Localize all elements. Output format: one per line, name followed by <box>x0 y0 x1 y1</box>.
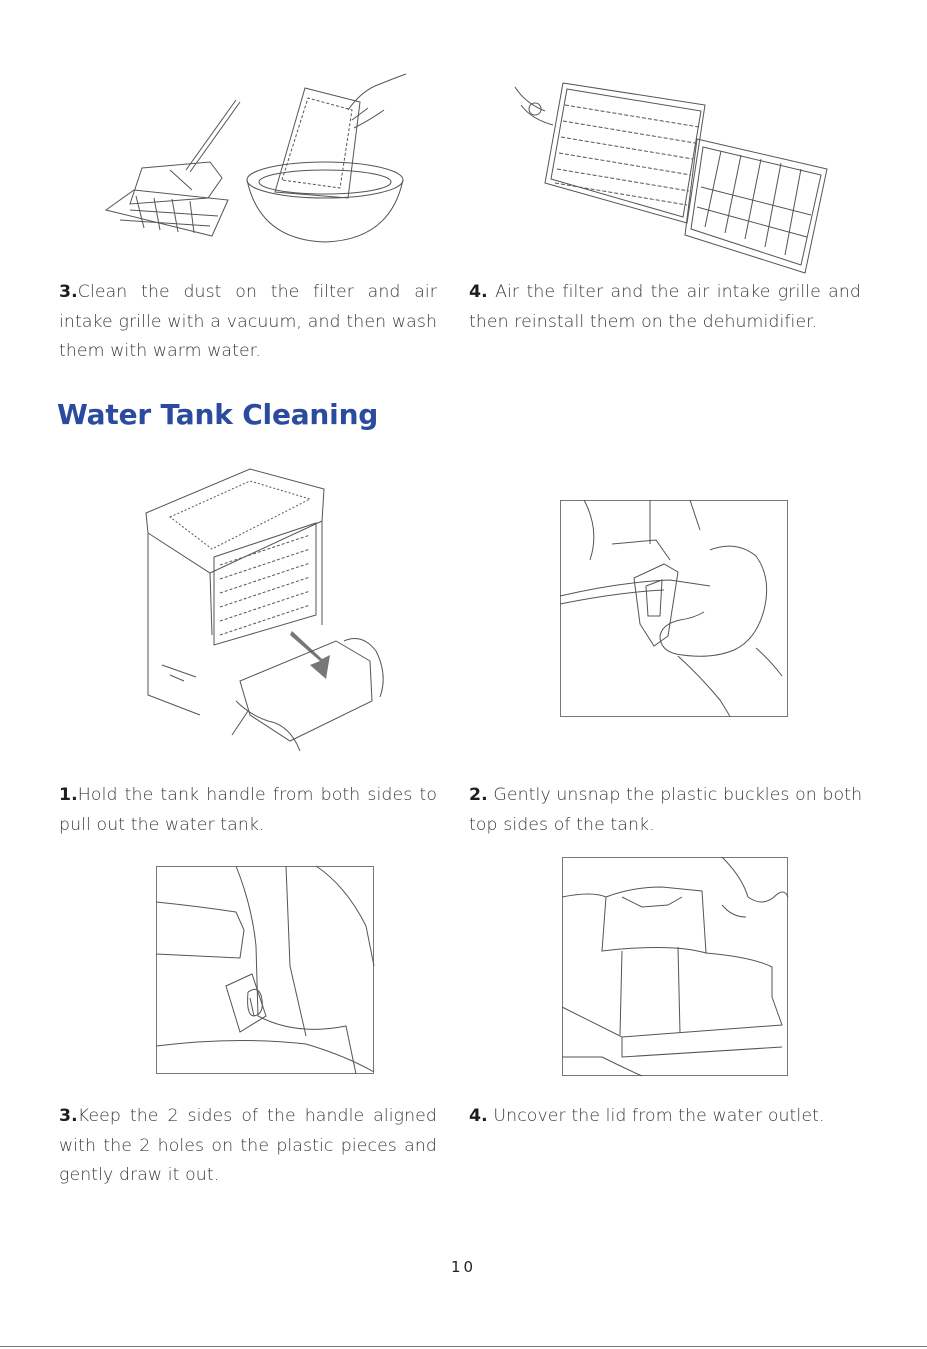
step-text: Hold the tank handle from both sides to pull out the water tank. <box>59 785 437 835</box>
illustration-pull-out-tank <box>140 465 400 760</box>
tank-step-1 <box>59 781 437 840</box>
tank-step-3 <box>59 1102 437 1191</box>
step-number: 4. <box>469 282 488 302</box>
step-text: Keep the 2 sides of the handle aligned with the 2 holes on the plastic pieces and gently draw it out. <box>59 1106 437 1185</box>
page-number: 10 <box>450 1258 477 1276</box>
step-number: 4. <box>469 1106 488 1126</box>
tank-step-4 <box>469 1102 869 1132</box>
illustration-uncover-lid <box>562 857 788 1076</box>
filter-step-4 <box>469 278 861 337</box>
page-bottom-rule <box>0 1346 927 1347</box>
illustration-unsnap-buckle <box>560 500 788 717</box>
filter-step-3 <box>59 278 437 367</box>
step-text: Gently unsnap the plastic buckles on both top sides of the tank. <box>469 785 863 835</box>
illustration-air-drying <box>505 75 845 275</box>
step-number: 1. <box>59 785 78 805</box>
step-number: 2. <box>469 785 488 805</box>
step-text: Uncover the lid from the water outlet. <box>487 1106 825 1126</box>
step-number: 3. <box>59 1106 78 1126</box>
step-text: Clean the dust on the filter and air intake grille with a vacuum, and then wash them with warm water. <box>59 282 437 361</box>
tank-step-2 <box>469 781 869 840</box>
illustration-vacuum-and-wash <box>100 70 410 245</box>
illustration-handle-aligned <box>156 866 374 1074</box>
step-number: 3. <box>59 282 78 302</box>
section-title: Water Tank Cleaning <box>57 398 379 431</box>
step-text: Air the filter and the air intake grille and then reinstall them on the dehumidifier. <box>469 282 861 332</box>
